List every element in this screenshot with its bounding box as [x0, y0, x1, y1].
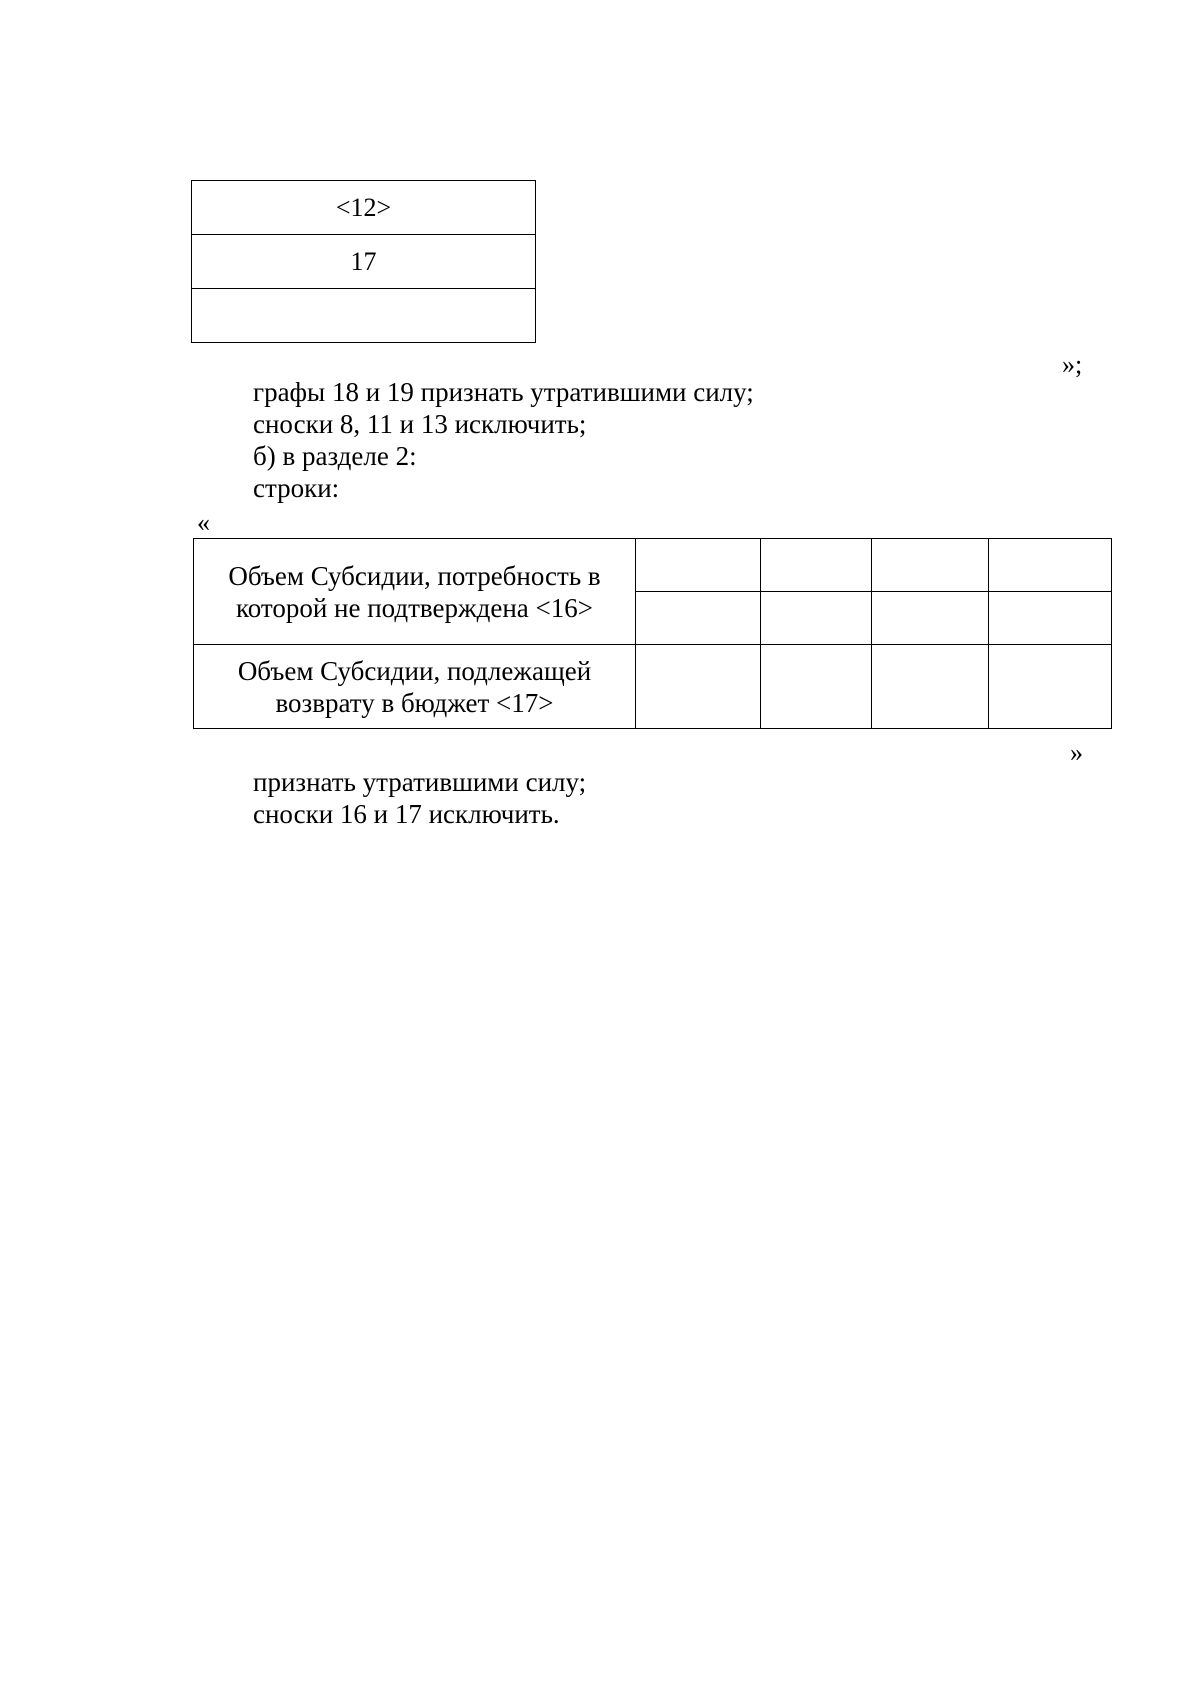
- closing-quote: »: [1070, 738, 1083, 767]
- empty-cell: [761, 592, 872, 645]
- top-table-cell: <12>: [192, 181, 536, 235]
- text-line: графы 18 и 19 признать утратившими силу;: [253, 377, 754, 407]
- closing-quote: »;: [1062, 350, 1083, 379]
- empty-cell: [636, 539, 761, 592]
- empty-cell: [872, 539, 989, 592]
- top-table: [191, 180, 536, 343]
- empty-cell: [636, 592, 761, 645]
- empty-cell: [872, 592, 989, 645]
- empty-cell: [989, 645, 1112, 729]
- empty-cell: [761, 539, 872, 592]
- top-table-cell: [192, 289, 536, 343]
- text-line: сноски 16 и 17 исключить.: [253, 799, 560, 829]
- paragraph-2: [253, 766, 586, 830]
- top-table-cell: 17: [192, 235, 536, 289]
- text-line: строки:: [253, 473, 340, 503]
- empty-cell: [989, 539, 1112, 592]
- text-line: признать утратившими силу;: [253, 767, 587, 797]
- empty-cell: [872, 645, 989, 729]
- rows-table: [193, 538, 1112, 729]
- row-label: Объем Субсидии, потребность в которой не подтверждена <16>: [194, 539, 636, 645]
- empty-cell: [636, 645, 761, 729]
- empty-cell: [989, 592, 1112, 645]
- text-line: сноски 8, 11 и 13 исключить;: [253, 409, 587, 439]
- paragraph-1: [253, 376, 754, 504]
- text-line: б) в разделе 2:: [253, 441, 417, 471]
- empty-cell: [761, 645, 872, 729]
- opening-quote: «: [197, 508, 210, 537]
- row-label: Объем Субсидии, подлежащей возврату в бюджет <17>: [194, 645, 636, 729]
